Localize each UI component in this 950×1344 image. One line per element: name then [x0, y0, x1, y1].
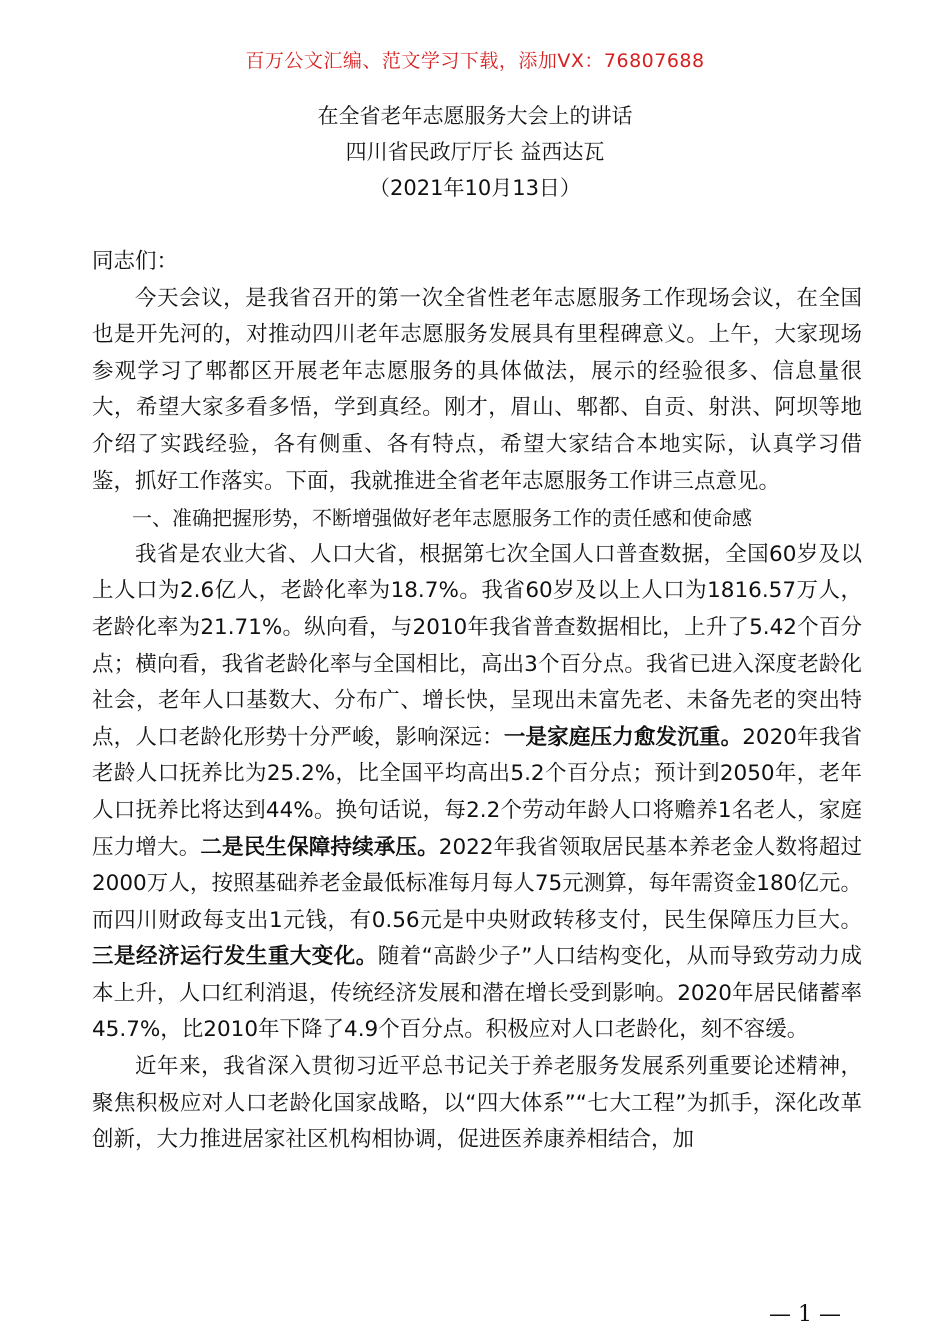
page-number: — 1 —: [769, 1302, 841, 1327]
bold-point-1: 一是家庭压力愈发沉重。: [503, 724, 743, 750]
speech-title-block: [0, 98, 950, 206]
text-run: 2022年我省领取居民基本养老金人数将超过2000万人，按照基础养老金最低标准每月每人75元测算，每年需资金180亿元。而四川财政每支出1元钱，有0.56元是中央财政转移支付，民生保障压力巨大。: [92, 834, 862, 933]
paragraph-recent-years: 近年来，我省深入贯彻习近平总书记关于养老服务发展系列重要论述精神，聚焦积极应对人口老龄化国家战略，以“四大体系”“七大工程”为抓手，深化改革创新，大力推进居家社区机构相协调，促进医养康养相结合，加: [92, 1054, 862, 1153]
paragraph-intro: 今天会议，是我省召开的第一次全省性老年志愿服务工作现场会议，在全国也是开先河的，对推动四川老年志愿服务发展具有里程碑意义。上午，大家现场参观学习了郫都区开展老年志愿服务的具体做法，展示的经验很多、信息量很大，希望大家多看多悟，学到真经。刚才，眉山、郫都、自贡、射洪、阿坝等地介绍了实践经验，各有侧重、各有特点，希望大家结合本地实际，认真学习借鉴，抓好工作落实。下面，我就推进全省老年志愿服务工作讲三点意见。: [92, 285, 862, 494]
text-run: 随着“高龄少子”人口结构变化，从而导致劳动力成本上升，人口红利消退，传统经济发展和潜在增长受到影响。2020年居民储蓄率45.7%，比2010年下降了4.9个百分点。积极应对人口老龄化，刻不容缓。: [92, 944, 862, 1043]
text-run: 2020年我省老龄人口抚养比为25.2%，比全国平均高出5.2个百分点；预计到2050年，老年人口抚养比将达到44%。换句话说，每2.2个劳动年龄人口将赡养1名老人，家庭压力增大。: [92, 724, 862, 860]
section-heading-1: 一、准确把握形势，不断增强做好老年志愿服务工作的责任感和使命感: [132, 506, 752, 531]
watermark-banner: 百万公文汇编、范文学习下载，添加VX：76807688: [245, 50, 705, 72]
paragraph-situation: [92, 537, 862, 1049]
document-body: [92, 244, 862, 1159]
speaker-line: 四川省民政厅厅长 益西达瓦: [345, 140, 605, 164]
bold-point-2: 二是民生保障持续承压。: [200, 834, 439, 860]
greeting: 同志们：: [92, 249, 179, 274]
date-line: （2021年10月13日）: [369, 176, 581, 200]
bold-point-3: 三是经济运行发生重大变化。: [92, 944, 378, 970]
text-run: 我省是农业大省、人口大省，根据第七次全国人口普查数据，全国60岁及以上人口为2.6亿人，老龄化率为18.7%。我省60岁及以上人口为1816.57万人，老龄化率为21.71%。纵向看，与2010年我省普查数据相比，上升了5.42个百分点；横向看，我省老龄化率与全国相比，高出3个百分点。我省已进入深度老龄化社会，老年人口基数大、分布广、增长快，呈现出未富先老、未备先老的突出特点，人口老龄化形势十分严峻，影响深远：: [92, 541, 862, 750]
speech-title: 在全省老年志愿服务大会上的讲话: [317, 104, 633, 128]
